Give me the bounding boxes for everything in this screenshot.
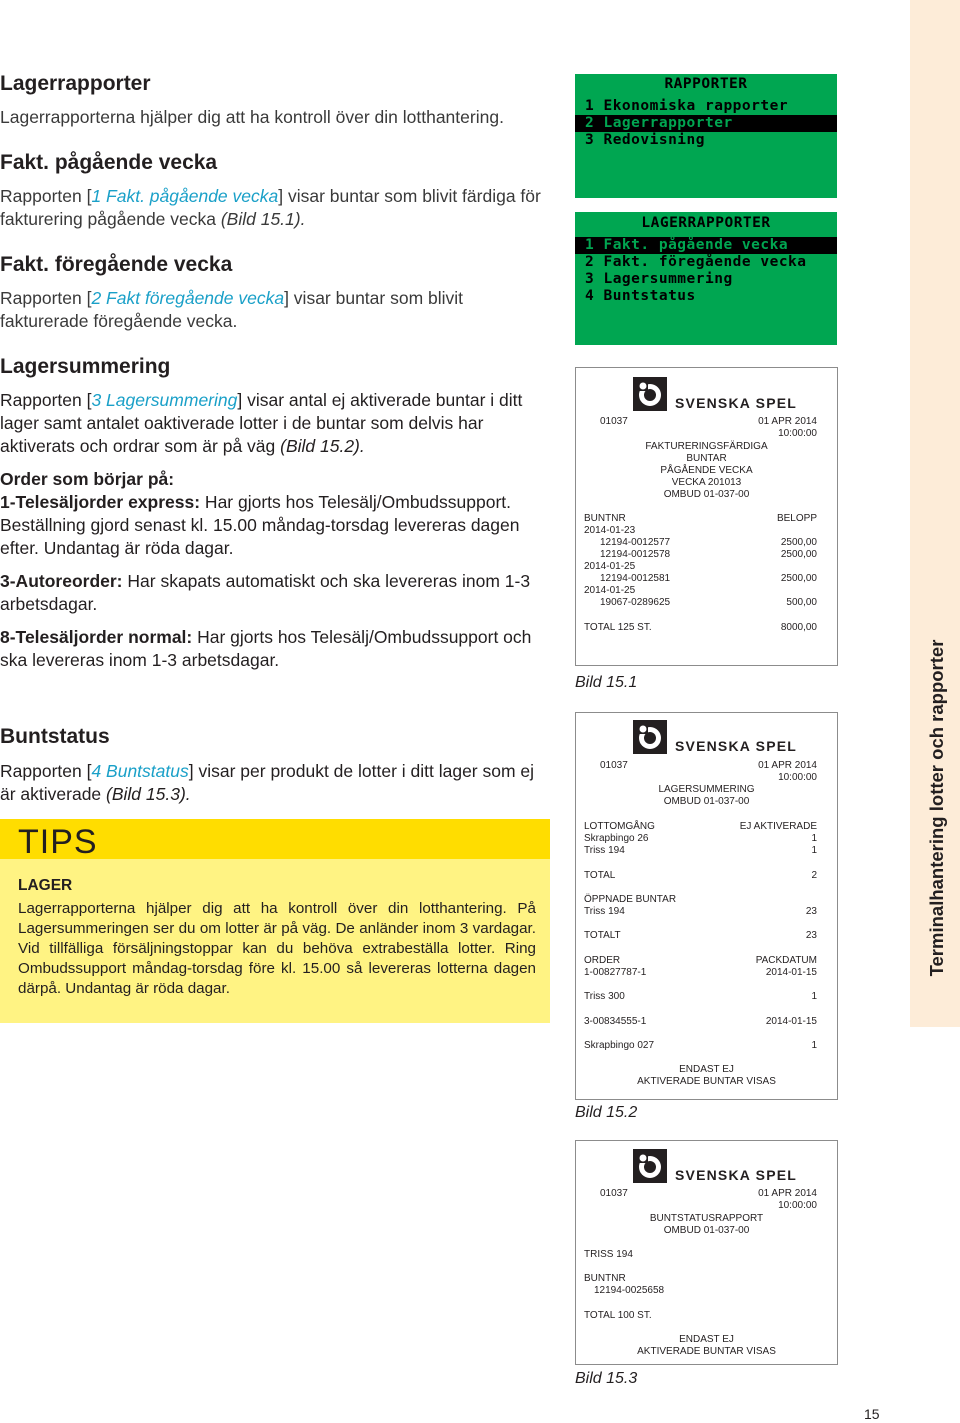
receipt-row-value: 2014-01-15 [765, 1016, 817, 1027]
heading-fakt-pagaende: Fakt. pågående vecka [0, 151, 218, 174]
screen-menu-item-selected[interactable]: 1 Fakt. pågående vecka [575, 237, 837, 254]
receipt-col-header: BELOPP [776, 513, 817, 524]
receipt-footer-line: ENDAST EJ [679, 1334, 734, 1345]
order-item-3: 3-Autoreorder: Har skapats automatiskt och ska levereras inom 1-3 arbetsdagar. [0, 571, 531, 614]
receipt-row-buntnr: 12194-0025658 [594, 1285, 665, 1296]
order-item-1: 1-Telesäljorder express: Har gjorts hos Telesälj/Ombudssupport. Beställning gjord senast kl. 15.00 måndag-torsdag levereras dagen efter. Undantag är röda dagar. [0, 492, 520, 558]
receipt-row-buntnr: 12194-0012581 [600, 573, 671, 584]
tips-heading: LAGER [18, 877, 73, 894]
screen-menu-item[interactable]: 1 Ekonomiska rapporter [585, 98, 789, 114]
text-lagersummering [0, 389, 545, 672]
receipt-date: 01 APR 2014 [758, 1188, 817, 1199]
svenska-spel-logo [633, 1149, 798, 1185]
receipt-col-header: BUNTNR [584, 513, 626, 524]
text-fakt-foregaende: Rapporten [2 Fakt föregående vecka] visar buntar som blivit fakturerade föregående vecka. [0, 288, 464, 331]
receipt-row-buntnr: 19067-0289625 [600, 597, 671, 608]
text-buntstatus: Rapporten [4 Buntstatus] visar per produkt de lotter i ditt lager som ej är aktiverade (Bild 15.3). [0, 761, 535, 804]
receipt-time: 10:00:00 [778, 1200, 817, 1211]
heading-lagersummering: Lagersummering [0, 355, 171, 378]
receipt-row-label: ÖPPNADE BUNTAR [584, 894, 677, 905]
receipt-header-line: BUNTAR [686, 453, 727, 464]
receipt-row-label: Triss 194 [584, 906, 625, 917]
heading-lagerrapporter: Lagerrapporter [0, 72, 151, 95]
receipt-row-value: 23 [805, 906, 817, 917]
receipt-row-value: EJ AKTIVERADE [739, 821, 817, 832]
receipt-header-line: OMBUD 01-037-00 [663, 489, 750, 500]
receipt-row-date: 2014-01-23 [584, 525, 636, 536]
receipt-row-label: ORDER [584, 955, 621, 966]
figure-caption-15-1: Bild 15.1 [575, 674, 638, 691]
screen-menu-item-selected[interactable]: 2 Lagerrapporter [575, 115, 837, 132]
page-number: 15 [864, 1406, 880, 1422]
screen-menu-item[interactable]: 3 Lagersummering [585, 271, 733, 287]
receipt-row-value: PACKDATUM [755, 955, 817, 966]
receipt-row-label: TRISS 194 [584, 1249, 633, 1260]
receipt-header-line: OMBUD 01-037-00 [663, 796, 750, 807]
receipt-row-label: Skrapbingo 26 [584, 833, 649, 844]
terminal-screen-lagerrapporter [575, 212, 837, 345]
receipt-time: 10:00:00 [778, 428, 817, 439]
svenska-spel-logo-icon [633, 1149, 667, 1183]
receipt-date: 01 APR 2014 [758, 760, 817, 771]
receipt-buntstatus [575, 1140, 838, 1365]
brand-name: SVENSKA SPEL [675, 1167, 798, 1183]
receipt-header-line: VECKA 201013 [671, 477, 742, 488]
receipt-header-line: OMBUD 01-037-00 [663, 1225, 750, 1236]
brand-name: SVENSKA SPEL [675, 738, 798, 754]
receipt-row-date: 2014-01-25 [584, 585, 636, 596]
receipt-ombud-no: 01037 [600, 1188, 628, 1199]
receipt-header-line: FAKTURERINGSFÄRDIGA [645, 441, 768, 452]
receipt-header-line: LAGERSUMMERING [658, 784, 755, 795]
receipt-row-label: BUNTNR [584, 1273, 626, 1284]
svenska-spel-logo-icon [633, 720, 667, 754]
heading-buntstatus: Buntstatus [0, 725, 110, 748]
receipt-header-line: PÅGÅENDE VECKA [660, 465, 753, 476]
brand-name: SVENSKA SPEL [675, 395, 798, 411]
receipt-row-amount: 500,00 [786, 597, 817, 608]
svenska-spel-logo-icon [633, 377, 667, 411]
screen-menu-item[interactable]: 3 Redovisning [585, 132, 705, 148]
receipt-row-value: 1 [811, 1040, 817, 1051]
receipt-row-label: Triss 300 [584, 991, 625, 1002]
svenska-spel-logo [633, 720, 798, 756]
screen-title: RAPPORTER [664, 76, 748, 92]
screen-title: LAGERRAPPORTER [641, 215, 771, 231]
tips-title: TIPS [18, 823, 98, 861]
tips-body: Lagerrapporterna hjälper dig att ha kontroll över din lotthantering. På Lagersummeringen ser du om lotter är på väg. De anländer inom 3 vardagar. Vid tillfälliga försäljningstoppar kan du behöva extrabeställa lotter. Ring Ombudssupport måndag-torsdag före kl. 15.00 så levereras lotterna dagen därpå. Undantag är röda dagar. [18, 900, 536, 997]
receipt-ombud-no: 01037 [600, 760, 628, 771]
terminal-screen-rapporter [575, 74, 837, 198]
receipt-row-value: 23 [805, 930, 817, 941]
text-fakt-pagaende: Rapporten [1 Fakt. pågående vecka] visar buntar som blivit färdiga för fakturering pågående vecka (Bild 15.1). [0, 186, 541, 229]
receipt-row-label: TOTAL [584, 870, 616, 881]
receipt-footer-line: ENDAST EJ [679, 1064, 734, 1075]
receipt-header-line: BUNTSTATUSRAPPORT [649, 1213, 764, 1224]
heading-fakt-foregaende: Fakt. föregående vecka [0, 253, 233, 276]
receipt-row-label: 1-00827787-1 [584, 967, 647, 978]
figure-caption-15-2: Bild 15.2 [575, 1104, 638, 1121]
receipt-total-value: 8000,00 [780, 622, 817, 633]
order-item-8: 8-Telesäljorder normal: Har gjorts hos Telesälj/Ombudssupport och ska levereras inom 1-3 arbetsdagar. [0, 627, 532, 670]
receipt-row-buntnr: 12194-0012577 [600, 537, 671, 548]
receipt-date: 01 APR 2014 [758, 416, 817, 427]
lagersummering-paragraph: Rapporten [3 Lagersummering] visar antal ej aktiverade buntar i ditt lager samt antalet oaktiverade lotter i de buntar som delvis har aktiverats och ordrar som är på väg (Bild 15.2). [0, 390, 523, 456]
receipt-row-date: 2014-01-25 [584, 561, 636, 572]
receipt-footer-line: AKTIVERADE BUNTAR VISAS [637, 1076, 776, 1087]
order-heading: Order som börjar på: [0, 469, 175, 489]
receipt-row-label: TOTALT [584, 930, 621, 941]
receipt-time: 10:00:00 [778, 772, 817, 783]
receipt-row-amount: 2500,00 [780, 537, 817, 548]
tips-box [0, 819, 550, 1023]
receipt-ombud-no: 01037 [600, 416, 628, 427]
text-lagerrapporter: Lagerrapporterna hjälper dig att ha kontroll över din lotthantering. [0, 107, 504, 127]
receipt-row-value: 1 [811, 845, 817, 856]
receipt-row-label: Triss 194 [584, 845, 625, 856]
chapter-side-tab-label: Terminalhantering lotter och rapporter [926, 639, 947, 977]
receipt-row-buntnr: 12194-0012578 [600, 549, 671, 560]
figure-caption-15-3: Bild 15.3 [575, 1370, 638, 1387]
receipt-footer-line: AKTIVERADE BUNTAR VISAS [637, 1346, 776, 1357]
screen-menu-item[interactable]: 2 Fakt. föregående vecka [585, 254, 807, 270]
receipt-row-label: LOTTOMGÅNG [584, 821, 655, 832]
tips-title-bar [0, 819, 550, 859]
receipt-row-value: 1 [811, 991, 817, 1002]
receipt-row-total: TOTAL 100 ST. [584, 1310, 652, 1321]
receipt-row-label: 3-00834555-1 [584, 1016, 647, 1027]
svenska-spel-logo [633, 377, 798, 413]
screen-menu-item[interactable]: 4 Buntstatus [585, 288, 696, 304]
receipt-row-amount: 2500,00 [780, 573, 817, 584]
receipt-row-label: Skrapbingo 027 [584, 1040, 655, 1051]
receipt-row-value: 1 [811, 833, 817, 844]
receipt-row-amount: 2500,00 [780, 549, 817, 560]
receipt-fakt-pagaende [575, 367, 838, 666]
receipt-row-value: 2 [811, 870, 817, 881]
receipt-total-label: TOTAL 125 ST. [584, 622, 652, 633]
receipt-row-value: 2014-01-15 [765, 967, 817, 978]
receipt-lagersummering [575, 712, 838, 1100]
